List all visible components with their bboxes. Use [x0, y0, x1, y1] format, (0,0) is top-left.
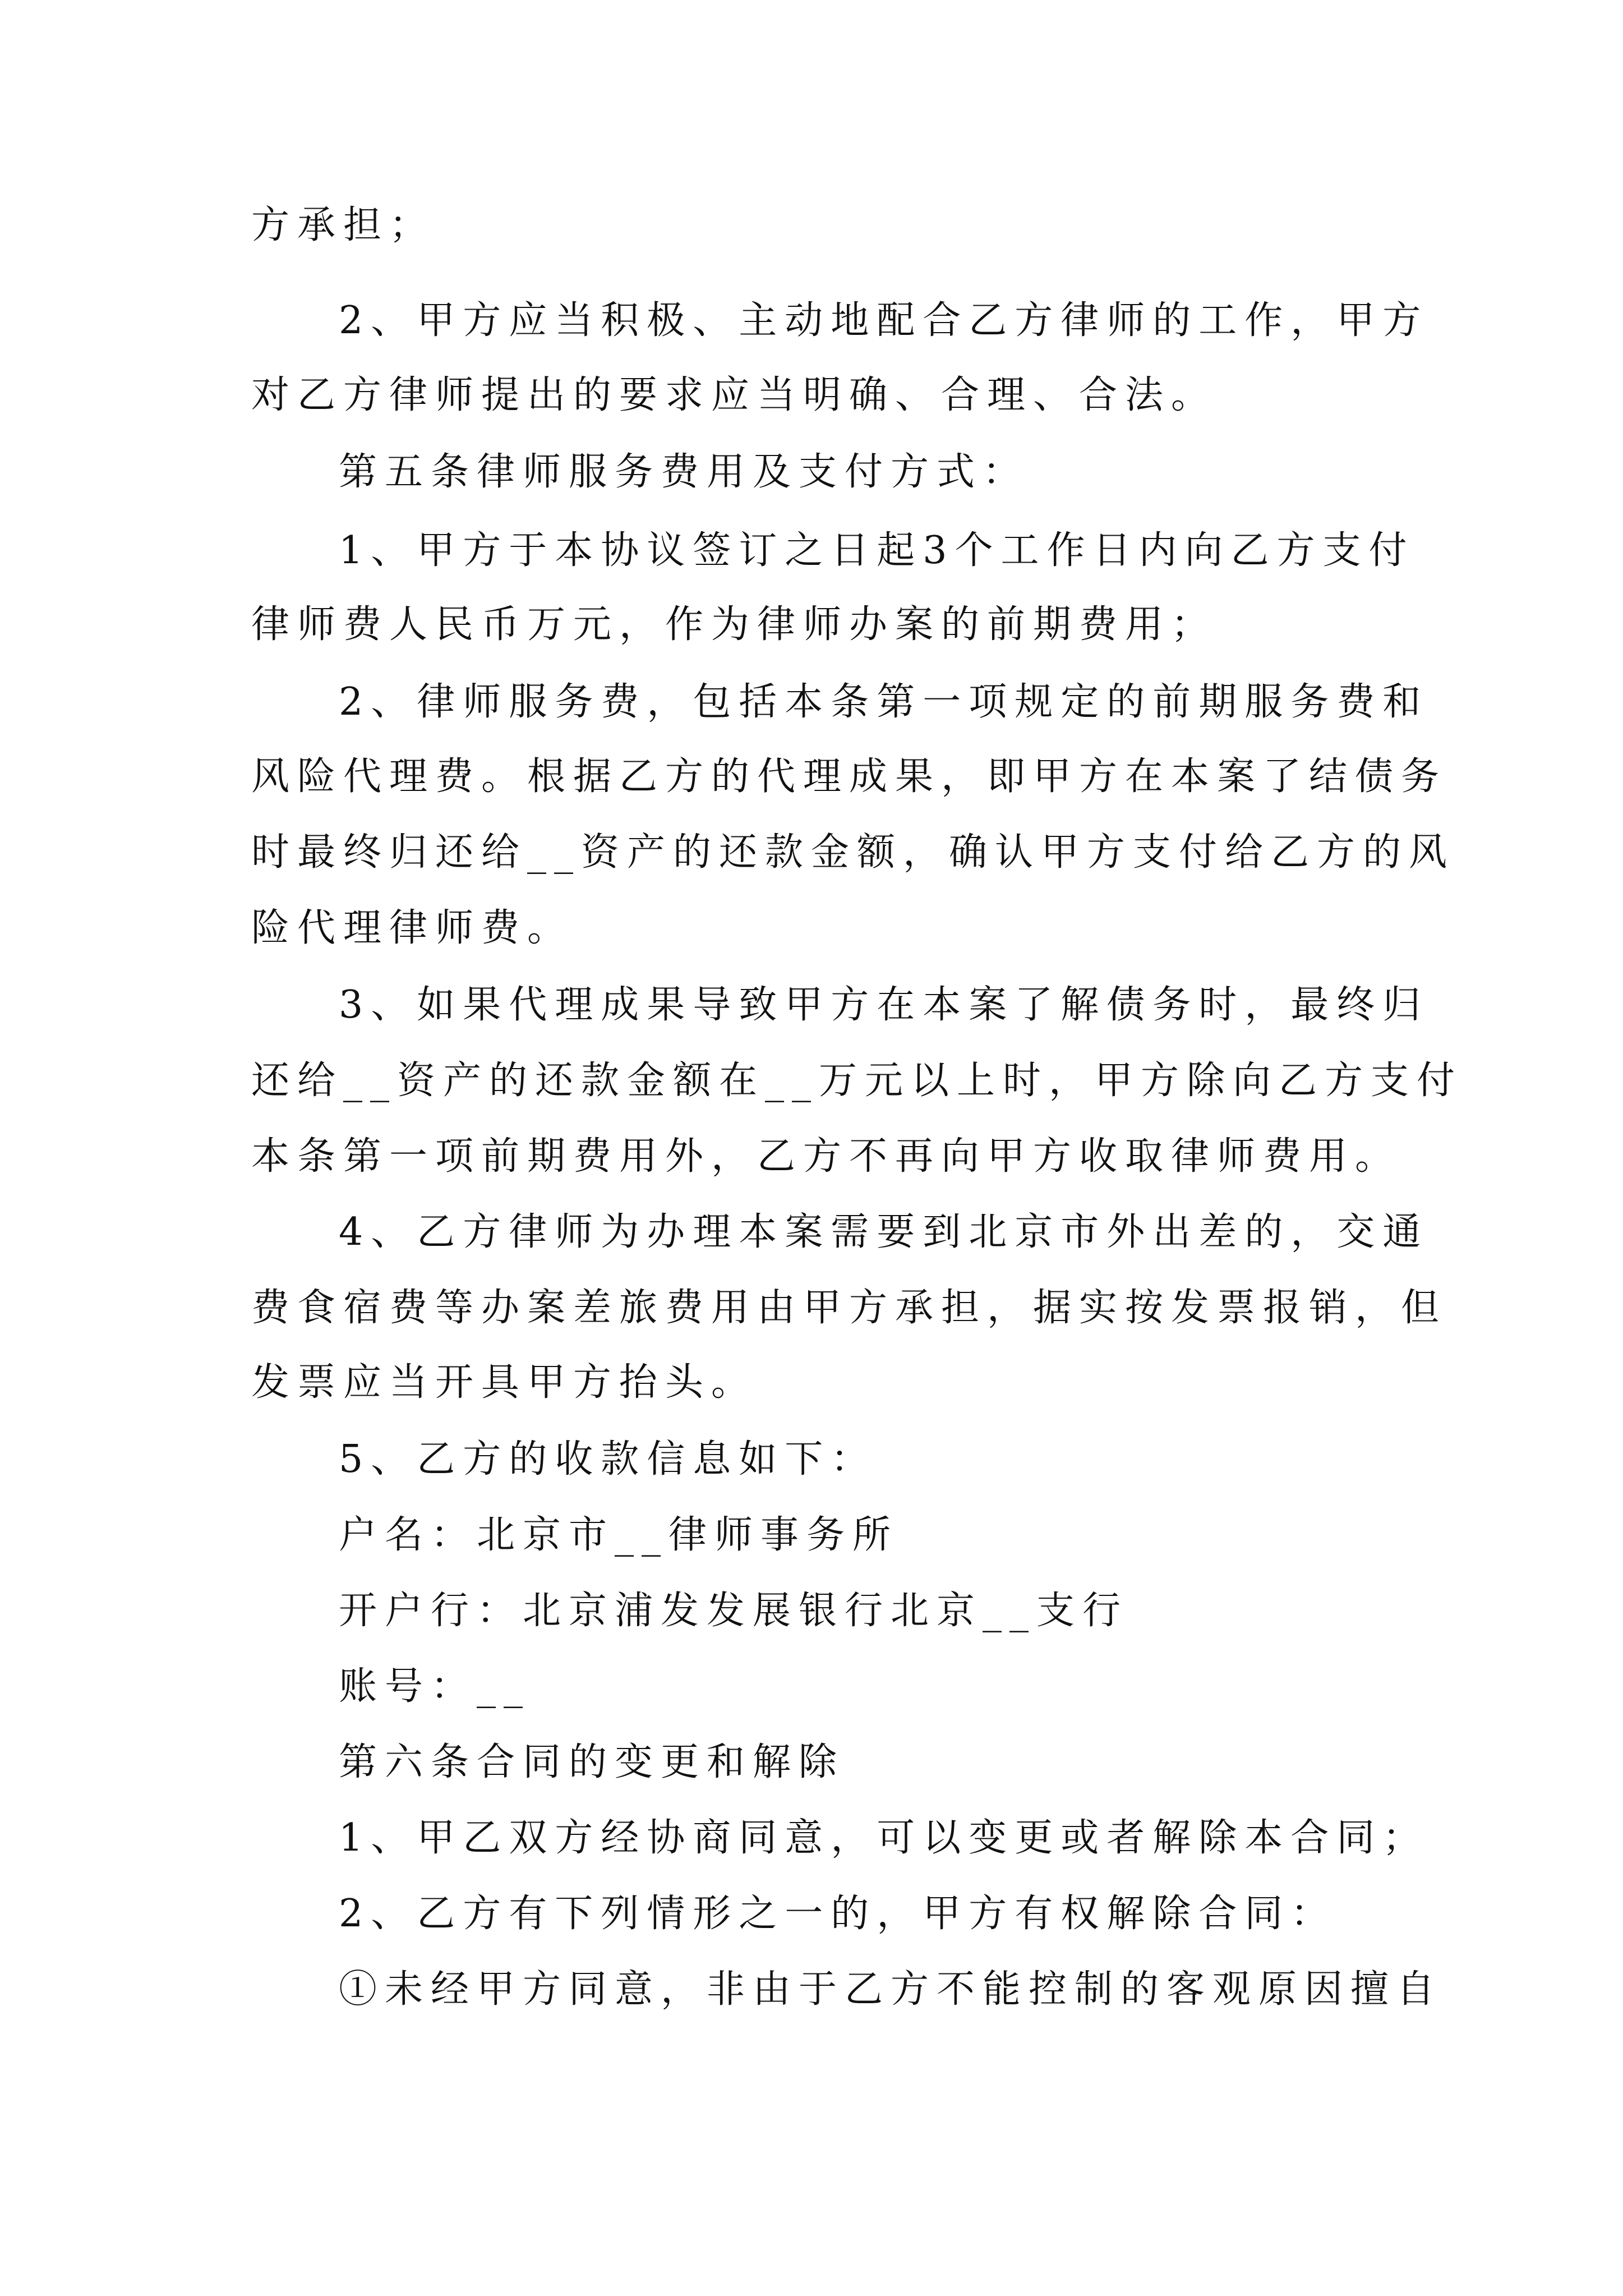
text-line: 方承担； [251, 203, 436, 247]
text-line: 发票应当开具甲方抬头。 [251, 1360, 758, 1405]
text-line: 1、甲方于本协议签订之日起3个工作日内向乙方支付 [339, 528, 1415, 573]
text-line: 2、律师服务费，包括本条第一项规定的前期服务费和 [339, 680, 1429, 724]
section-heading: 第五条律师服务费用及支付方式： [339, 450, 1029, 494]
text-line: 5、乙方的收款信息如下： [339, 1437, 877, 1481]
text-line: 2、甲方应当积极、主动地配合乙方律师的工作，甲方 [339, 298, 1429, 343]
text-line: 本条第一项前期费用外，乙方不再向甲方收取律师费用。 [251, 1134, 1401, 1179]
account-number: 账号：__ [339, 1664, 531, 1709]
text-line: 律师费人民币万元，作为律师办案的前期费用； [251, 602, 1218, 647]
text-line: 2、乙方有下列情形之一的，甲方有权解除合同： [339, 1892, 1337, 1936]
bank-name: 开户行：北京浦发发展银行北京__支行 [339, 1589, 1129, 1633]
section-heading: 第六条合同的变更和解除 [339, 1740, 845, 1784]
text-line: 对乙方律师提出的要求应当明确、合理、合法。 [251, 373, 1218, 417]
account-name: 户名：北京市__律师事务所 [339, 1513, 899, 1557]
text-line: 险代理律师费。 [251, 906, 574, 950]
text-line: 时最终归还给__资产的还款金额，确认甲方支付给乙方的风 [251, 830, 1455, 875]
text-line: 1、甲乙双方经协商同意，可以变更或者解除本合同； [339, 1816, 1429, 1860]
text-line: ①未经甲方同意，非由于乙方不能控制的客观原因擅自 [339, 1967, 1443, 2012]
text-line: 还给__资产的还款金额在__万元以上时，甲方除向乙方支付 [251, 1059, 1463, 1103]
text-line: 3、如果代理成果导致甲方在本案了解债务时，最终归 [339, 983, 1429, 1027]
text-line: 费食宿费等办案差旅费用由甲方承担，据实按发票报销，但 [251, 1286, 1447, 1330]
text-line: 风险代理费。根据乙方的代理成果，即甲方在本案了结债务 [251, 754, 1447, 799]
text-line: 4、乙方律师为办理本案需要到北京市外出差的，交通 [339, 1210, 1429, 1254]
